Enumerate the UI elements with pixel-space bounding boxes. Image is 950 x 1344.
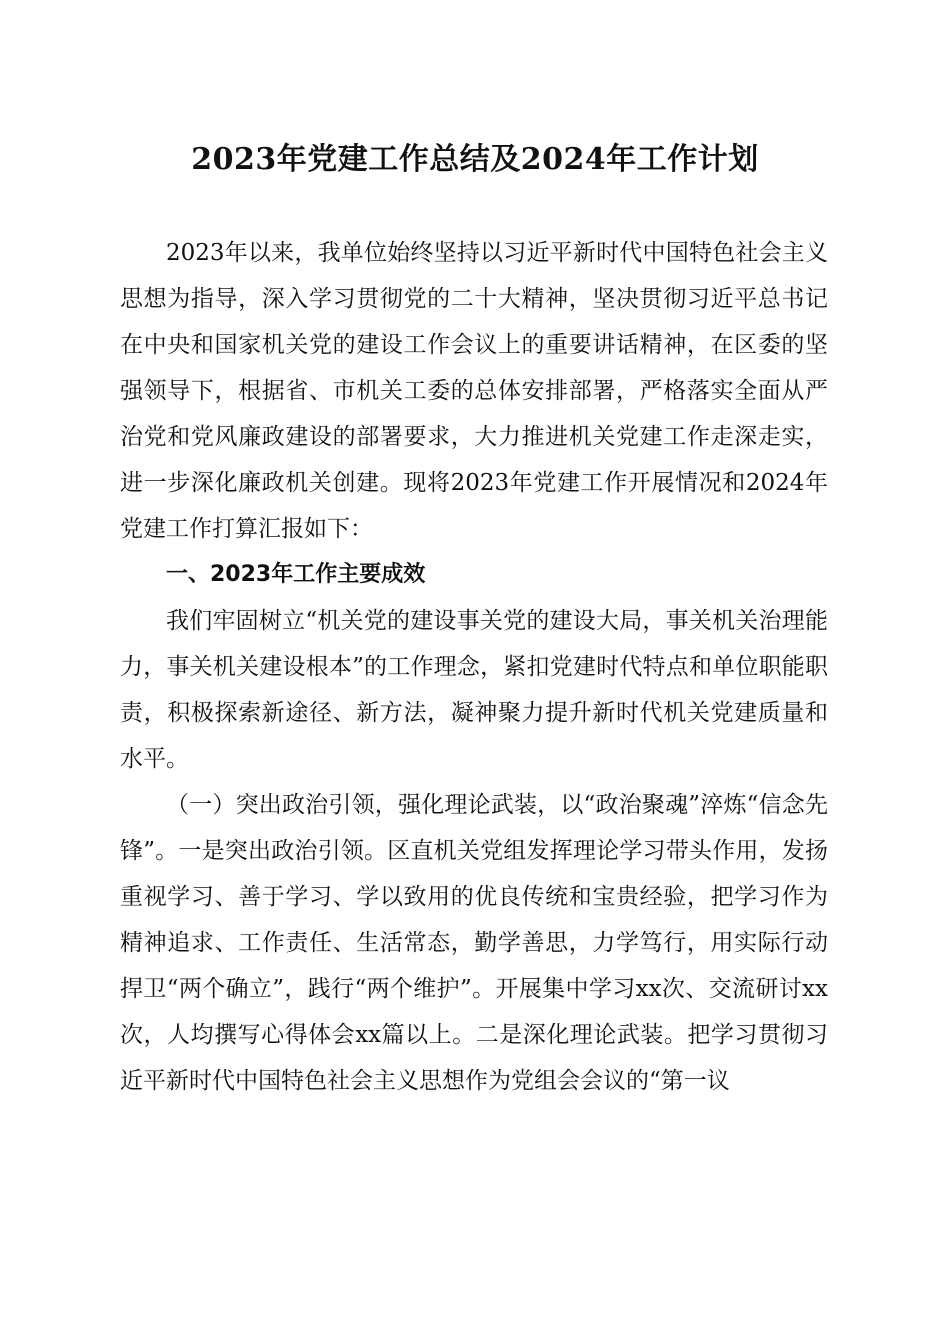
section-paragraph: 我们牢固树立“机关党的建设事关党的建设大局，事关机关治理能力，事关机关建设根本”的工作理念，紧扣党建时代特点和单位职能职责，积极探索新途径、新方法，凝神聚力提升新时代机关党建质量和水平。: [120, 608, 828, 772]
document-body: [120, 230, 828, 1104]
section-heading: 一、2023年工作主要成效: [166, 562, 426, 587]
subsection-paragraph: （一）突出政治引领，强化理论武装，以“政治聚魂”淬炼“信念先锋”。一是突出政治引领。区直机关党组发挥理论学习带头作用，发扬重视学习、善于学习、学以致用的优良传统和宝贵经验，把学习作为精神追求、工作责任、生活常态，勤学善思，力学笃行，用实际行动捍卫“两个确立”，践行“两个维护”。开展集中学习xx次、交流研讨xx次，人均撰写心得体会xx篇以上。二是深化理论武装。把学习贯彻习近平新时代中国特色社会主义思想作为党组会会议的“第一议: [120, 792, 828, 1094]
document-title: 2023年党建工作总结及2024年工作计划: [191, 142, 759, 177]
intro-paragraph: 2023年以来，我单位始终坚持以习近平新时代中国特色社会主义思想为指导，深入学习贯彻党的二十大精神，坚决贯彻习近平总书记在中央和国家机关党的建设工作会议上的重要讲话精神，在区委的坚强领导下，根据省、市机关工委的总体安排部署，严格落实全面从严治党和党风廉政建设的部署要求，大力推进机关党建工作走深走实，进一步深化廉政机关创建。现将2023年党建工作开展情况和2024年党建工作打算汇报如下：: [120, 240, 828, 542]
